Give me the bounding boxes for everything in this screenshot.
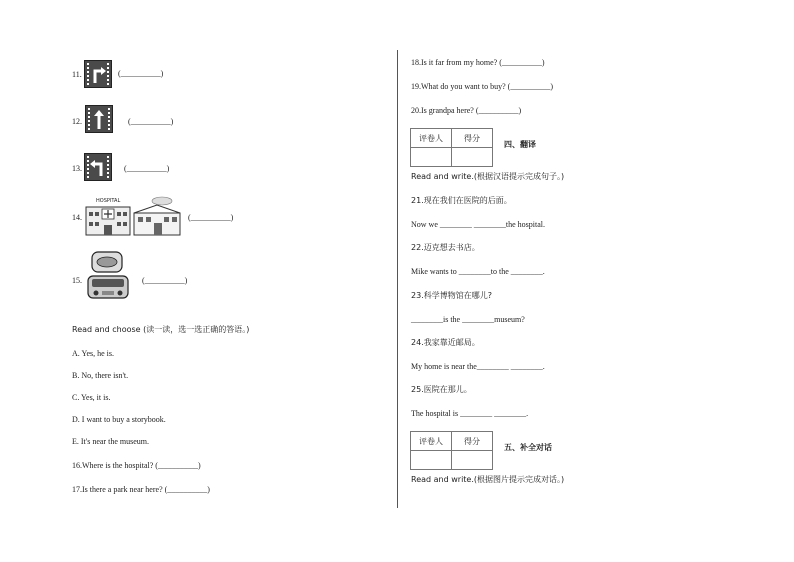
option-d: D. I want to buy a storybook. <box>72 415 166 424</box>
item-12-blank: (__________) <box>128 117 174 126</box>
item-23-chinese: 23.科学博物馆在哪儿? <box>411 291 492 300</box>
turn-right-sign-icon <box>84 60 112 88</box>
turn-left-sign-icon <box>84 153 112 181</box>
score-cell[interactable] <box>452 451 493 470</box>
item-21-chinese: 21.现在我们在医院的后面。 <box>411 196 512 205</box>
item-14-blank: (__________) <box>188 213 234 222</box>
section-5-title: 五、补全对话 <box>504 443 552 452</box>
read-and-choose-instruction: Read and choose (读一读，选一选正确的答语。) <box>72 325 250 334</box>
question-18: 18.Is it far from my home? (__________) <box>411 58 545 67</box>
hospital-building-icon <box>84 195 184 237</box>
question-19: 19.What do you want to buy? (__________) <box>411 82 553 91</box>
item-14-number: 14. <box>72 213 82 222</box>
score-table-section-4 <box>410 128 493 167</box>
bus-icon <box>84 250 134 302</box>
go-straight-sign-icon <box>85 105 113 133</box>
item-25-chinese: 25.医院在那儿。 <box>411 385 472 394</box>
reviewer-header: 评卷人 <box>411 432 452 451</box>
item-24-chinese: 24.我家靠近邮局。 <box>411 338 480 347</box>
option-a: A. Yes, he is. <box>72 349 115 358</box>
item-15-number: 15. <box>72 276 82 285</box>
item-22-english: Mike wants to ________to the ________. <box>411 267 545 276</box>
question-16: 16.Where is the hospital? (__________) <box>72 461 201 470</box>
score-header: 得分 <box>452 129 493 148</box>
option-b: B. No, there isn't. <box>72 371 129 380</box>
option-e: E. It's near the museum. <box>72 437 149 446</box>
section-4-title: 四、翻译 <box>504 140 536 149</box>
item-25-english: The hospital is ________ ________. <box>411 409 529 418</box>
item-11-number: 11. <box>72 70 82 79</box>
score-table-section-5 <box>410 431 493 470</box>
score-header: 得分 <box>452 432 493 451</box>
item-23-english: ________is the ________museum? <box>411 315 525 324</box>
item-22-chinese: 22.迈克想去书店。 <box>411 243 480 252</box>
item-12-number: 12. <box>72 117 82 126</box>
item-24-english: My home is near the________ ________. <box>411 362 545 371</box>
reviewer-cell[interactable] <box>411 148 452 167</box>
section-4-instruction: Read and write.(根据汉语提示完成句子。) <box>411 172 565 181</box>
item-21-english: Now we ________ ________the hospital. <box>411 220 545 229</box>
item-13-number: 13. <box>72 164 82 173</box>
item-15-blank: (__________) <box>142 276 188 285</box>
question-20: 20.Is grandpa here? (__________) <box>411 106 522 115</box>
option-c: C. Yes, it is. <box>72 393 111 402</box>
reviewer-header: 评卷人 <box>411 129 452 148</box>
item-13-blank: (__________) <box>124 164 170 173</box>
item-11-blank: (__________) <box>118 69 164 78</box>
section-5-instruction: Read and write.(根据图片提示完成对话。) <box>411 475 565 484</box>
reviewer-cell[interactable] <box>411 451 452 470</box>
column-divider <box>397 50 398 508</box>
question-17: 17.Is there a park near here? (__________) <box>72 485 210 494</box>
hospital-sign-text: HOSPITAL <box>96 198 121 204</box>
score-cell[interactable] <box>452 148 493 167</box>
